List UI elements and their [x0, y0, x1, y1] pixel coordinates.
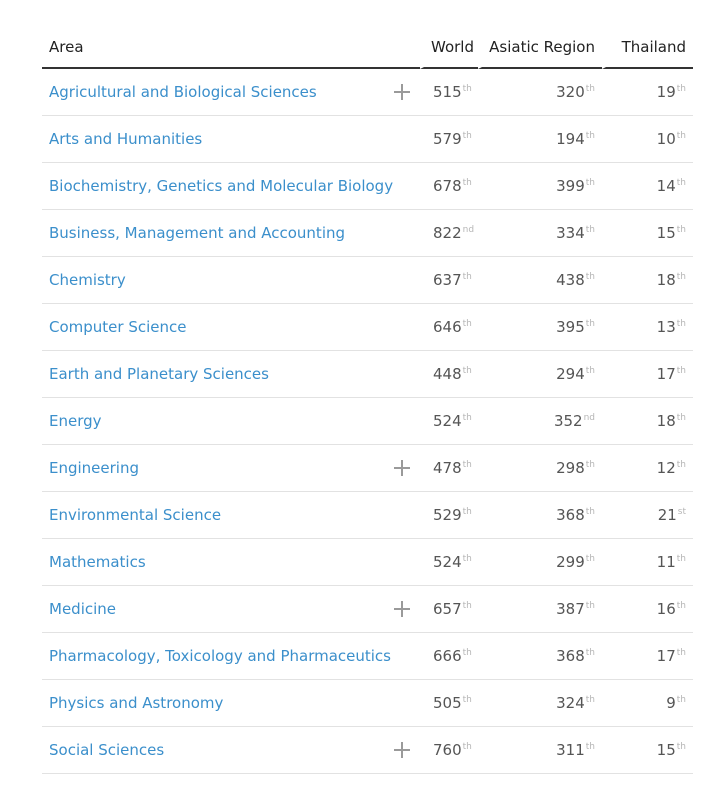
thailand-rank-suffix: th: [676, 272, 686, 282]
column-header-thailand: Thailand: [602, 27, 693, 69]
world-rank-suffix: th: [462, 601, 472, 611]
asiatic-rank-cell: [478, 633, 602, 680]
world-rank: 760: [433, 741, 462, 759]
world-rank-cell: [420, 633, 478, 680]
thailand-rank: 16: [656, 600, 676, 618]
thailand-rank: 18: [656, 412, 676, 430]
asiatic-rank-cell: [478, 257, 602, 304]
area-cell: [42, 586, 420, 633]
thailand-rank-cell: [602, 445, 693, 492]
table-row: [42, 633, 693, 680]
thailand-rank-suffix: th: [676, 648, 686, 658]
world-rank-cell: [420, 210, 478, 257]
asiatic-rank-suffix: th: [585, 366, 595, 376]
area-cell: [42, 210, 420, 257]
column-header-world: World: [420, 27, 478, 69]
world-rank-suffix: th: [462, 648, 472, 658]
plus-icon[interactable]: [394, 84, 410, 100]
world-rank: 666: [433, 647, 462, 665]
world-rank-suffix: th: [462, 131, 472, 141]
asiatic-rank-cell: [478, 210, 602, 257]
asiatic-rank: 395: [556, 318, 585, 336]
thailand-rank-suffix: th: [676, 601, 686, 611]
thailand-rank: 15: [656, 741, 676, 759]
world-rank-suffix: th: [462, 460, 472, 470]
asiatic-rank: 352: [553, 412, 583, 430]
asiatic-rank-cell: [478, 445, 602, 492]
thailand-rank: 19: [656, 83, 676, 101]
area-link[interactable]: Mathematics: [49, 553, 146, 571]
column-header-asiatic-region: Asiatic Region: [478, 27, 602, 69]
world-rank-suffix: nd: [462, 225, 475, 235]
world-rank-suffix: th: [462, 178, 472, 188]
world-rank-suffix: th: [462, 366, 472, 376]
thailand-rank-cell: [602, 69, 693, 116]
thailand-rank: 18: [656, 271, 676, 289]
asiatic-rank: 311: [556, 741, 585, 759]
thailand-rank: 12: [656, 459, 676, 477]
world-rank-cell: [420, 398, 478, 445]
thailand-rank: 11: [656, 553, 676, 571]
asiatic-rank-suffix: th: [585, 319, 595, 329]
world-rank: 505: [433, 694, 462, 712]
thailand-rank-cell: [602, 398, 693, 445]
world-rank: 579: [433, 130, 462, 148]
area-cell: [42, 304, 420, 351]
asiatic-rank-cell: [478, 539, 602, 586]
table-row: [42, 116, 693, 163]
asiatic-rank: 368: [556, 647, 585, 665]
asiatic-rank-cell: [478, 304, 602, 351]
world-rank: 822: [433, 224, 462, 242]
world-rank-suffix: th: [462, 84, 472, 94]
world-rank-cell: [420, 492, 478, 539]
asiatic-rank: 299: [556, 553, 585, 571]
table-row: [42, 351, 693, 398]
thailand-rank: 21: [657, 506, 677, 524]
asiatic-rank-suffix: th: [585, 225, 595, 235]
asiatic-rank-suffix: th: [585, 601, 595, 611]
asiatic-rank-cell: [478, 163, 602, 210]
area-link[interactable]: Computer Science: [49, 318, 187, 336]
asiatic-rank-cell: [478, 116, 602, 163]
thailand-rank-suffix: st: [677, 507, 686, 517]
thailand-rank-suffix: th: [676, 225, 686, 235]
area-link[interactable]: Energy: [49, 412, 102, 430]
area-link[interactable]: Physics and Astronomy: [49, 694, 224, 712]
thailand-rank-cell: [602, 539, 693, 586]
world-rank: 524: [433, 412, 462, 430]
table-row: [42, 163, 693, 210]
thailand-rank-suffix: th: [676, 695, 686, 705]
table-row: [42, 539, 693, 586]
area-link[interactable]: Chemistry: [49, 271, 126, 289]
asiatic-rank: 387: [556, 600, 585, 618]
world-rank-cell: [420, 163, 478, 210]
world-rank-cell: [420, 586, 478, 633]
asiatic-rank-suffix: th: [585, 742, 595, 752]
world-rank-suffix: th: [462, 319, 472, 329]
thailand-rank-suffix: th: [676, 319, 686, 329]
thailand-rank: 13: [656, 318, 676, 336]
asiatic-rank: 194: [556, 130, 585, 148]
world-rank-cell: [420, 257, 478, 304]
asiatic-rank: 438: [556, 271, 585, 289]
area-cell: [42, 351, 420, 398]
thailand-rank-suffix: th: [676, 460, 686, 470]
thailand-rank-suffix: th: [676, 742, 686, 752]
asiatic-rank-cell: [478, 398, 602, 445]
thailand-rank-suffix: th: [676, 84, 686, 94]
area-link[interactable]: Social Sciences: [49, 741, 165, 759]
world-rank-suffix: th: [462, 742, 472, 752]
plus-icon[interactable]: [394, 460, 410, 476]
asiatic-rank-suffix: th: [585, 131, 595, 141]
table-row: [42, 445, 693, 492]
asiatic-rank: 294: [556, 365, 585, 383]
world-rank: 646: [433, 318, 462, 336]
thailand-rank: 10: [656, 130, 676, 148]
area-cell: [42, 116, 420, 163]
table-row: [42, 492, 693, 539]
area-link[interactable]: Biochemistry, Genetics and Molecular Biology: [49, 177, 394, 195]
thailand-rank-suffix: th: [676, 178, 686, 188]
world-rank: 529: [433, 506, 462, 524]
thailand-rank-cell: [602, 727, 693, 774]
world-rank: 515: [433, 83, 462, 101]
area-cell: [42, 398, 420, 445]
area-link[interactable]: Earth and Planetary Sciences: [49, 365, 269, 383]
column-header-area: Area: [42, 27, 420, 69]
asiatic-rank-suffix: th: [585, 178, 595, 188]
world-rank-cell: [420, 69, 478, 116]
thailand-rank-suffix: th: [676, 413, 686, 423]
asiatic-rank-suffix: th: [585, 695, 595, 705]
subject-ranking-table: [42, 27, 693, 774]
thailand-rank-suffix: th: [676, 131, 686, 141]
thailand-rank-cell: [602, 116, 693, 163]
world-rank-cell: [420, 680, 478, 727]
world-rank-cell: [420, 116, 478, 163]
area-link[interactable]: Medicine: [49, 600, 117, 618]
thailand-rank: 17: [656, 647, 676, 665]
world-rank: 637: [433, 271, 462, 289]
thailand-rank-cell: [602, 257, 693, 304]
world-rank-cell: [420, 445, 478, 492]
world-rank-suffix: th: [462, 413, 472, 423]
table-row: [42, 257, 693, 304]
table-row: [42, 69, 693, 116]
world-rank-suffix: th: [462, 554, 472, 564]
table-row: [42, 680, 693, 727]
asiatic-rank: 368: [556, 506, 585, 524]
table-header-row: [42, 27, 693, 69]
area-link[interactable]: Business, Management and Accounting: [49, 224, 346, 242]
world-rank-cell: [420, 539, 478, 586]
area-link[interactable]: Engineering: [49, 459, 139, 477]
thailand-rank: 14: [656, 177, 676, 195]
asiatic-rank-cell: [478, 586, 602, 633]
table-row: [42, 210, 693, 257]
area-link[interactable]: Agricultural and Biological Sciences: [49, 83, 317, 101]
thailand-rank-cell: [602, 586, 693, 633]
area-cell: [42, 69, 420, 116]
asiatic-rank-suffix: th: [585, 84, 595, 94]
area-cell: [42, 680, 420, 727]
asiatic-rank: 320: [556, 83, 585, 101]
table-row: [42, 304, 693, 351]
asiatic-rank-suffix: th: [585, 648, 595, 658]
asiatic-rank-suffix: th: [585, 272, 595, 282]
asiatic-rank: 298: [556, 459, 585, 477]
area-cell: [42, 633, 420, 680]
world-rank-suffix: th: [462, 272, 472, 282]
world-rank-cell: [420, 727, 478, 774]
thailand-rank: 15: [656, 224, 676, 242]
area-cell: [42, 492, 420, 539]
thailand-rank-cell: [602, 163, 693, 210]
world-rank: 678: [433, 177, 462, 195]
world-rank-cell: [420, 351, 478, 398]
area-link[interactable]: Environmental Science: [49, 506, 222, 524]
table-row: [42, 727, 693, 774]
area-cell: [42, 727, 420, 774]
asiatic-rank-suffix: th: [585, 554, 595, 564]
asiatic-rank-cell: [478, 69, 602, 116]
table-row: [42, 398, 693, 445]
thailand-rank-cell: [602, 680, 693, 727]
world-rank: 448: [433, 365, 462, 383]
asiatic-rank: 324: [556, 694, 585, 712]
thailand-rank-cell: [602, 351, 693, 398]
thailand-rank: 17: [656, 365, 676, 383]
thailand-rank: 9: [666, 694, 676, 712]
asiatic-rank-cell: [478, 492, 602, 539]
world-rank-suffix: th: [462, 695, 472, 705]
table-row: [42, 586, 693, 633]
asiatic-rank-cell: [478, 680, 602, 727]
world-rank: 478: [433, 459, 462, 477]
asiatic-rank-cell: [478, 727, 602, 774]
asiatic-rank-suffix: th: [585, 507, 595, 517]
area-cell: [42, 539, 420, 586]
area-link[interactable]: Arts and Humanities: [49, 130, 203, 148]
thailand-rank-cell: [602, 633, 693, 680]
thailand-rank-suffix: th: [676, 366, 686, 376]
area-cell: [42, 257, 420, 304]
thailand-rank-cell: [602, 304, 693, 351]
world-rank: 524: [433, 553, 462, 571]
world-rank: 657: [433, 600, 462, 618]
area-cell: [42, 163, 420, 210]
asiatic-rank: 334: [556, 224, 585, 242]
asiatic-rank-suffix: nd: [583, 413, 595, 423]
world-rank-cell: [420, 304, 478, 351]
plus-icon[interactable]: [394, 601, 410, 617]
thailand-rank-cell: [602, 492, 693, 539]
asiatic-rank: 399: [556, 177, 585, 195]
thailand-rank-suffix: th: [676, 554, 686, 564]
asiatic-rank-cell: [478, 351, 602, 398]
area-link[interactable]: Pharmacology, Toxicology and Pharmaceutics: [49, 647, 391, 665]
area-cell: [42, 445, 420, 492]
asiatic-rank-suffix: th: [585, 460, 595, 470]
thailand-rank-cell: [602, 210, 693, 257]
world-rank-suffix: th: [462, 507, 472, 517]
plus-icon[interactable]: [394, 742, 410, 758]
